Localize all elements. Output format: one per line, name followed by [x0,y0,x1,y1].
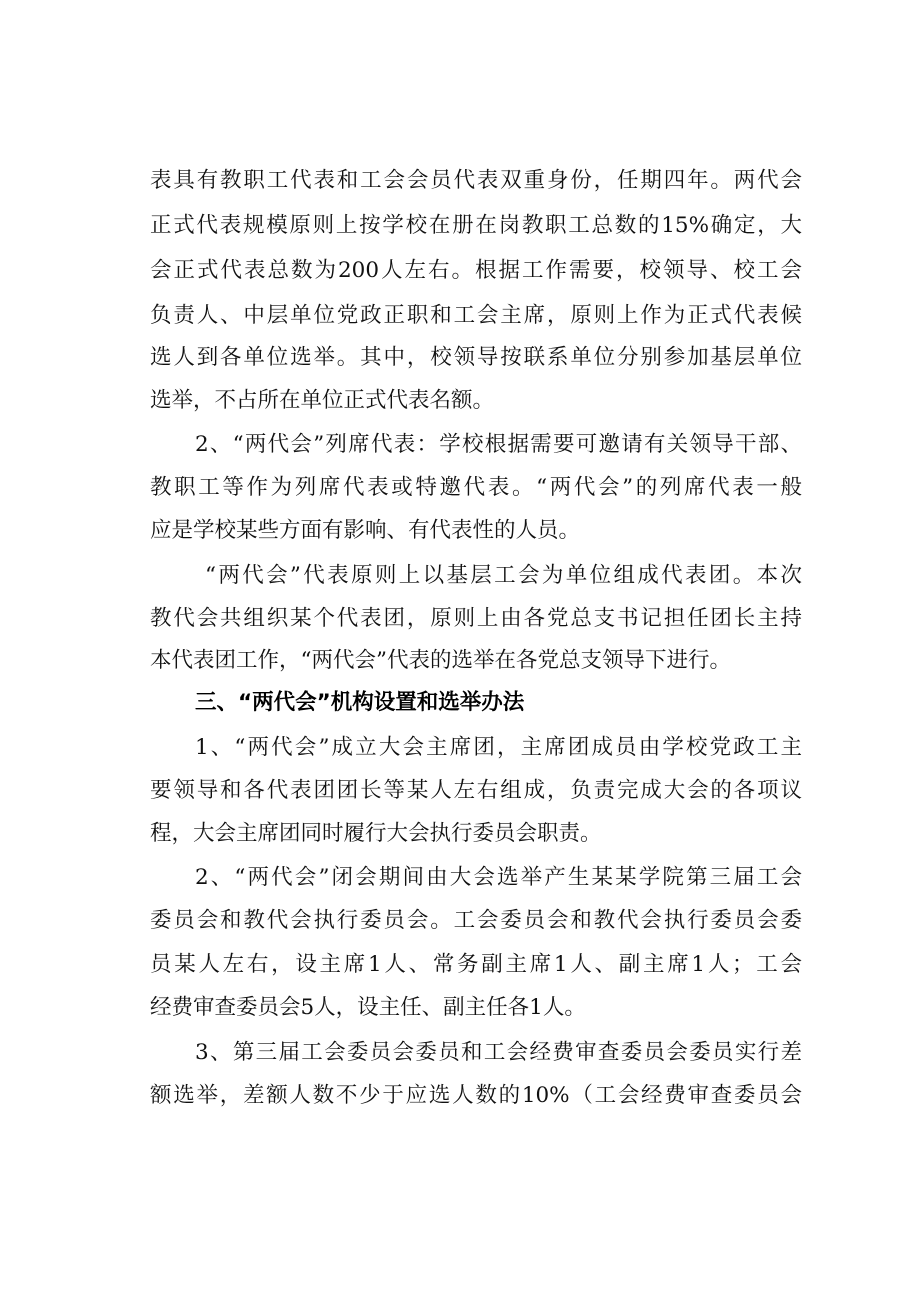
paragraph-first-line: 2、“两代会”列席代表：学校根据需要可邀请有关领导干部、 [195,432,802,457]
paragraph-first-line: 1、“两代会”成立大会主席团，主席团成员由学校党政工主 [195,735,802,760]
section-heading: 三、“两代会”机构设置和选举办法 [195,690,525,715]
paragraph-first-line: “两代会”代表原则上以基层工会为单位组成代表团。本次 [205,563,802,588]
text-line: 程，大会主席团同时履行大会执行委员会职责。 [150,821,602,846]
text-line: 本代表团工作，“两代会”代表的选举在各党总支领导下进行。 [150,648,731,673]
text-line: 额选举，差额人数不少于应选人数的10%（工会经费审查委员会 [150,1083,802,1108]
paragraph-first-line: 2、“两代会”闭会期间由大会选举产生某某学院第三届工会 [195,865,802,890]
text-line: 应是学校某些方面有影响、有代表性的人员。 [150,518,581,543]
text-line: 要领导和各代表团团长等某人左右组成，负责完成大会的各项议 [150,778,802,803]
text-line: 选举，不占所在单位正式代表名额。 [150,388,495,413]
text-line: 选人到各单位选举。其中，校领导按联系单位分别参加基层单位 [150,345,802,370]
text-line: 负责人、中层单位党政正职和工会主席，原则上作为正式代表候 [150,303,802,328]
text-line: 教职工等作为列席代表或特邀代表。“两代会”的列席代表一般 [150,475,802,500]
text-line: 正式代表规模原则上按学校在册在岗教职工总数的15%确定，大 [150,213,802,238]
text-line: 会正式代表总数为200人左右。根据工作需要，校领导、校工会 [150,258,802,283]
paragraph-first-line: 3、第三届工会委员会委员和工会经费审查委员会委员实行差 [195,1040,802,1065]
text-line: 委员会和教代会执行委员会。工会委员会和教代会执行委员会委 [150,908,802,933]
text-line: 教代会共组织某个代表团，原则上由各党总支书记担任团长主持 [150,606,802,631]
text-line: 表具有教职工代表和工会会员代表双重身份，任期四年。两代会 [150,168,802,193]
text-line: 员某人左右，设主席1人、常务副主席1人、副主席1人；工会 [150,952,802,977]
text-line: 经费审查委员会5人，设主任、副主任各1人。 [150,995,586,1020]
